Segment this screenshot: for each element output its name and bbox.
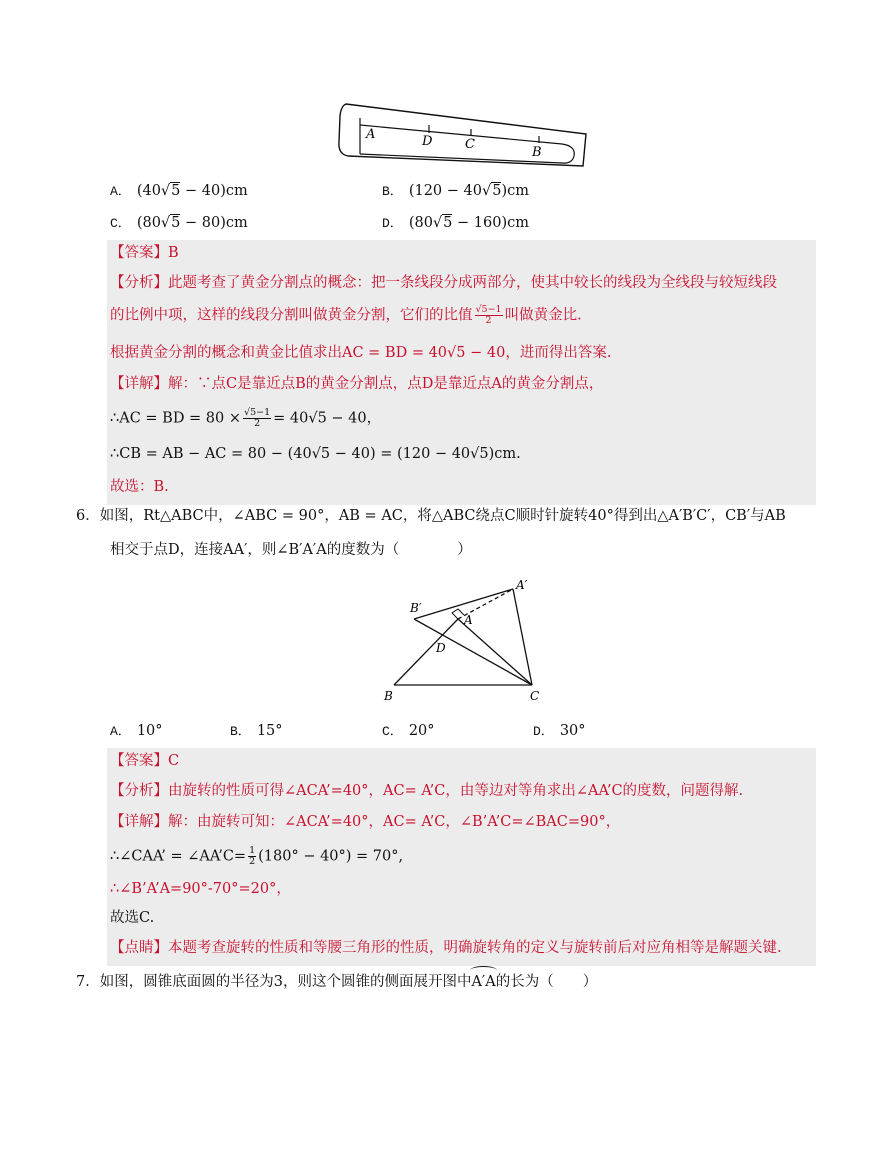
fig-label-a-prime: A′ [516, 578, 528, 592]
q5-option-b: B． (120 − 40√5)cm [382, 183, 529, 199]
arc-notation: A′A [471, 974, 496, 990]
q5-analysis-line3: 根据黄金分割的概念和黄金比值求出AC = BD = 40√5 − 40，进而得出答案. [110, 345, 612, 361]
ruler-label-a: A [366, 127, 376, 142]
q6-detail-line3: ∴∠B’A’A=90°-70°=20°， [110, 881, 291, 897]
q6-answer: 【答案】C [110, 753, 180, 769]
q5-answer: 【答案】B [110, 245, 179, 261]
q6-option-c: C． 20° [382, 723, 435, 739]
ruler-figure [330, 98, 594, 170]
q6-option-b: B． 15° [230, 723, 283, 739]
triangle-figure [378, 572, 558, 708]
ruler-label-b: B [532, 145, 542, 160]
q5-option-d: D． (80√5 − 160)cm [382, 215, 529, 231]
q6-comment: 【点睛】本题考查旋转的性质和等腰三角形的性质，明确旋转角的定义与旋转前后对应角相等是解题关键. [110, 940, 782, 956]
q7-stem: 7．如图，圆锥底面圆的半径为3，则这个圆锥的侧面展开图中A′A的长为（ ） [76, 974, 598, 990]
fig-label-d: D [436, 641, 446, 655]
q5-detail-line3: ∴CB = AB − AC = 80 − (40√5 − 40) = (120 − 40√5)cm. [110, 446, 521, 462]
q6-analysis: 【分析】由旋转的性质可得∠ACA’=40°，AC= A’C，由等边对等角求出∠AA’C的度数，问题得解. [110, 783, 744, 799]
fig-label-b: B [384, 689, 393, 703]
fig-label-b-prime: B′ [410, 601, 422, 615]
ruler-label-d: D [422, 134, 433, 149]
q6-stem-line1: 6．如图，Rt△ABC中，∠ABC = 90°，AB = AC，将△ABC绕点C顺时针旋转40°得到出△A′B′C′，CB′与AB [76, 508, 786, 524]
q5-choose: 故选：B. [110, 479, 169, 495]
fig-label-a: A [464, 613, 473, 627]
q6-detail-line1: 【详解】解：由旋转可知：∠ACA’=40°，AC= A’C，∠B’A’C=∠BAC=90°， [110, 814, 621, 830]
q6-stem-line2: 相交于点D，连接AA′，则∠B′A′A的度数为（ ） [110, 542, 472, 558]
q6-choose: 故选C. [110, 910, 155, 926]
q6-option-a: A． 10° [110, 723, 163, 739]
q5-option-c: C． (80√5 − 80)cm [110, 215, 248, 231]
q6-option-d: D． 30° [533, 723, 586, 739]
q5-detail-line1: 【详解】解：∵点C是靠近点B的黄金分割点，点D是靠近点A的黄金分割点， [110, 376, 604, 392]
q5-analysis-line1: 【分析】此题考查了黄金分割点的概念：把一条线段分成两部分，使其中较长的线段为全线段与较短线段 [110, 275, 777, 291]
q5-analysis-line2: 的比例中项，这样的线段分割叫做黄金分割，它们的比值 $\frac{√5-1}{2}$ 叫做黄金比. [110, 304, 582, 326]
q5-option-a: A． (40√5 − 40)cm [110, 183, 248, 199]
ruler-label-c: C [465, 137, 475, 152]
q5-detail-line2: ∴AC = BD = 80 × $\frac{√5-1}{2}$ = 40√5 − 40， [110, 407, 382, 429]
q6-detail-line2: ∴∠CAA’ = ∠AA’C= $\frac{1}{2}$ (180° − 40°) = 70°, [110, 845, 404, 867]
fig-label-c: C [530, 689, 540, 703]
